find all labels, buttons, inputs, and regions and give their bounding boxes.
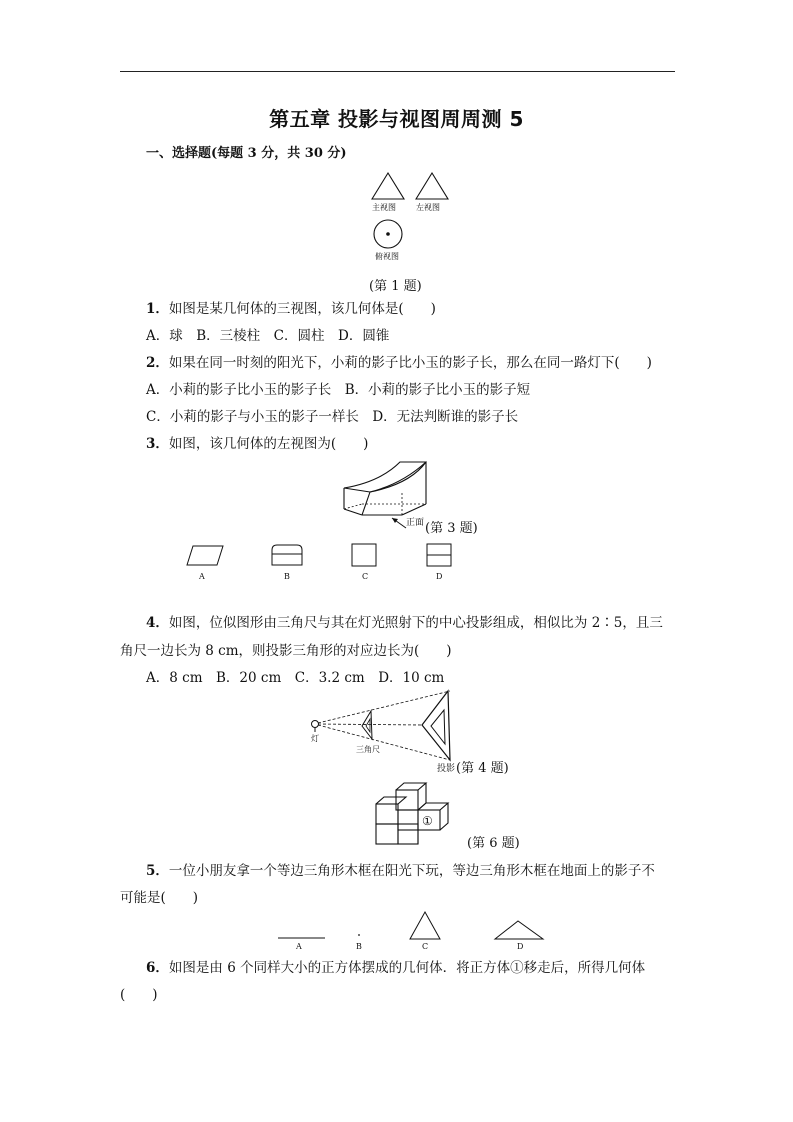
page-title: 第五章 投影与视图周周测 5	[269, 107, 524, 131]
q3-choice-a-label: A	[199, 572, 205, 581]
q3-choice-b-label: B	[284, 572, 290, 581]
header-rule	[120, 71, 675, 72]
q5-choice-d-label: D	[517, 942, 524, 951]
lamp-label: 灯	[311, 734, 319, 743]
question-4-options: A．8 cm B．20 cm C．3.2 cm D．10 cm	[146, 670, 445, 686]
projection-triangle	[422, 691, 450, 760]
q5-choice-b-label: B	[356, 942, 362, 951]
set-square-label: 三角尺	[356, 745, 380, 754]
question-4-number: 4．	[146, 615, 169, 631]
figure-4-projection	[300, 688, 470, 763]
projection-label: 投影	[437, 764, 456, 774]
question-2-stem: 如果在同一时刻的阳光下，小莉的影子比小玉的影子长，那么在同一路灯下( )	[168, 355, 652, 371]
question-1-number: 1．	[146, 301, 169, 317]
question-4	[146, 614, 663, 632]
choice-b-point	[358, 934, 360, 936]
section-heading: 一、选择题(每题 3 分，共 30 分)	[146, 146, 347, 161]
question-4-stem-line-1: 如图，位似图形由三角尺与其在灯光照射下的中心投影组成，相似比为 2∶5，且三	[168, 615, 663, 631]
front-view-label: 主视图	[372, 203, 396, 212]
choice-d-obtuse-triangle	[495, 921, 543, 939]
question-2-options-line-1: A．小莉的影子比小玉的影子长 B．小莉的影子比小玉的影子短	[146, 382, 531, 398]
figure-4-caption: (第 4 题)	[456, 761, 509, 776]
question-3-stem: 如图，该几何体的左视图为( )	[168, 436, 369, 452]
top-view-center-dot	[386, 232, 390, 236]
question-6-stem-line-1: 如图是由 6 个同样大小的正方体摆成的几何体．将正方体①移走后，所得几何体	[168, 960, 646, 976]
front-direction-label: 正面	[406, 518, 425, 528]
front-view-triangle	[372, 173, 404, 199]
cube-1-marker: ①	[422, 814, 433, 828]
lamp-icon	[312, 721, 319, 728]
choice-a-shape	[187, 546, 223, 565]
question-5-stem-line-2: 可能是( )	[120, 890, 199, 906]
choice-c-shape	[352, 544, 376, 566]
question-3	[146, 435, 368, 453]
figure-6-caption: (第 6 题)	[467, 836, 520, 851]
question-1-options: A．球 B．三棱柱 C．圆柱 D．圆锥	[146, 328, 390, 344]
choice-c-equilateral-triangle	[410, 912, 440, 939]
figure-6-cubes	[370, 780, 460, 850]
question-4-stem-line-2: 角尺一边长为 8 cm，则投影三角形的对应边长为( )	[120, 643, 452, 659]
question-5-number: 5．	[146, 863, 169, 879]
question-1-stem: 如图是某几何体的三视图，该几何体是( )	[168, 301, 436, 317]
q5-choice-c-label: C	[422, 942, 429, 951]
q3-choice-c-label: C	[362, 572, 369, 581]
left-view-triangle	[416, 173, 448, 199]
question-3-choice-figures	[185, 540, 465, 570]
choice-b-shape	[272, 545, 302, 565]
top-view-label: 俯视图	[375, 252, 399, 261]
question-1	[146, 300, 436, 318]
figure-1-caption: (第 1 题)	[369, 279, 422, 294]
q5-choice-a-label: A	[296, 942, 302, 951]
question-6-number: 6．	[146, 960, 169, 976]
left-view-label: 左视图	[416, 203, 440, 212]
question-3-number: 3．	[146, 436, 169, 452]
question-5-stem-line-1: 一位小朋友拿一个等边三角形木框在阳光下玩，等边三角形木框在地面上的影子不	[168, 863, 655, 879]
question-6-stem-line-2: ( )	[120, 987, 158, 1003]
figure-3-caption: (第 3 题)	[425, 521, 478, 536]
question-6	[146, 959, 645, 977]
question-2-options-line-2: C．小莉的影子与小玉的影子一样长 D．无法判断谁的影子长	[146, 409, 519, 425]
question-2	[146, 354, 652, 372]
question-5	[146, 862, 655, 880]
q3-choice-d-label: D	[436, 572, 443, 581]
question-2-number: 2．	[146, 355, 169, 371]
